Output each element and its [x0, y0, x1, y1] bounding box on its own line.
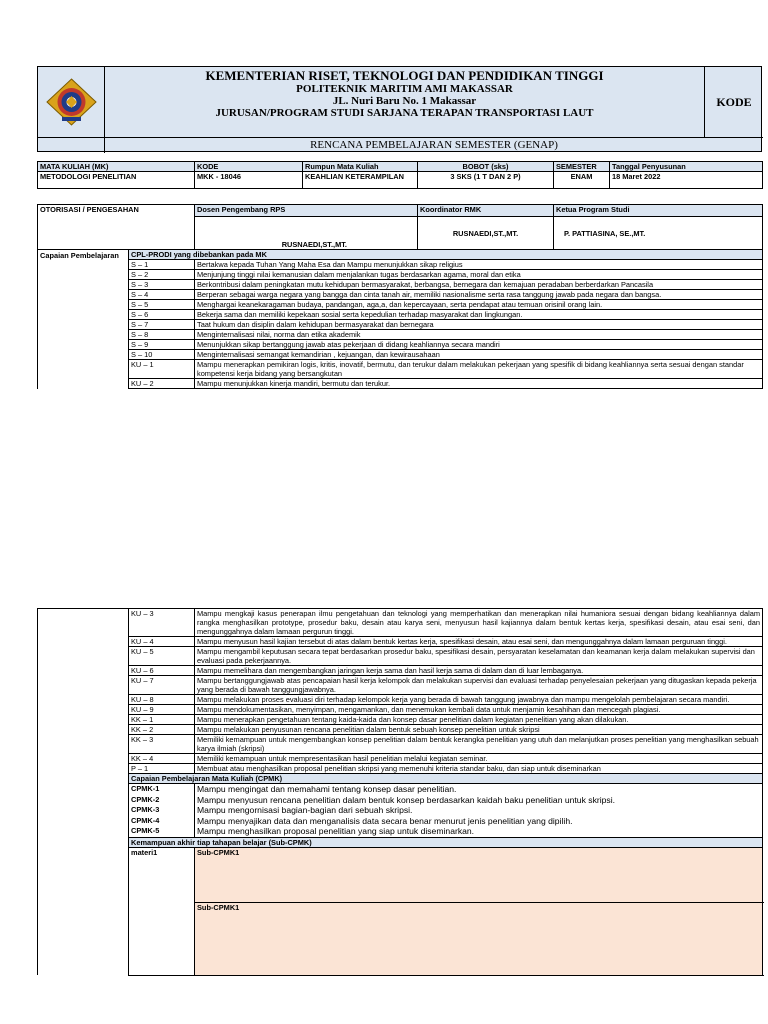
institution-logo-icon	[38, 67, 105, 137]
cpl-code: KK – 1	[129, 715, 195, 725]
materi-label: materi1	[129, 847, 195, 975]
cpl-code: KK – 3	[129, 735, 195, 754]
cpmk-text: Mampu menyusun rencana penelitian dalam bentuk konsep berdasarkan kaidah baku penelitian untuk skripsi.	[197, 794, 616, 805]
cpl-text: Memiliki kemampuan untuk mempresentasikan hasil penelitian melalui kegiatan seminar.	[195, 754, 763, 764]
department-name: JURUSAN/PROGRAM STUDI SARJANA TERAPAN TRANSPORTASI LAUT	[215, 107, 594, 119]
cpl-table-page2	[37, 608, 763, 976]
cpl-text: Memiliki kemampuan untuk mengembangkan konsep penelitian dalam bentuk kerangka penelitian yang utuh dan melanjutkan proses penelitian yang menghasilkan sebuah karya ilmiah (skripsi)	[195, 735, 763, 754]
course-header-tanggal: Tanggal Penyusunan	[610, 162, 763, 172]
cpl-code: S – 8	[129, 330, 195, 340]
cpl-table-page1	[37, 249, 763, 389]
cpl-code: S – 6	[129, 310, 195, 320]
cpl-text: Mampu mengambil keputusan secara tepat berdasarkan prosedur baku, spesifikasi desain, persyaratan keselamatan dan keamanan kerja dalam melakukan supervisi dan evaluasi pada pekerjaannya.	[195, 647, 763, 666]
cpmk-code: CPMK-5	[131, 826, 160, 835]
cpl-code: KU – 5	[129, 647, 195, 666]
authorization-name-koordinator: RUSNAEDI,ST.,MT.	[418, 217, 554, 250]
course-header-rumpun: Rumpun Mata Kuliah	[303, 162, 418, 172]
cpl-text: Mampu melakukan penyusunan rencana penelitian dalam bentuk sebuah konsep penelitian untuk skripsi	[195, 725, 763, 735]
cpl-text: Taat hukum dan disiplin dalam kehidupan bermasyarakat dan bernegara	[195, 320, 763, 330]
authorization-header-ketua: Ketua Program Studi	[554, 205, 763, 217]
course-header-semester: SEMESTER	[554, 162, 610, 172]
cpl-code: S – 3	[129, 280, 195, 290]
cpl-text: Menginternalisasi semangat kemandirian , kejuangan, dan kewirausahaan	[195, 350, 763, 360]
cpmk-text: Mampu mengingat dan memahami tentang konsep dasar penelitian.	[197, 784, 457, 794]
sub-cpmk-code: Sub-CPMK1	[195, 902, 763, 975]
cpl-code: KU – 1	[129, 360, 195, 379]
cpl-text: Mampu melakukan proses evaluasi diri terhadap kelompok kerja yang berada di bawah tanggung jawabnya dan mampu mengelolah pembelajaran secara mandiri.	[195, 695, 763, 705]
course-header-kode: KODE	[195, 162, 303, 172]
cpl-code: KU – 8	[129, 695, 195, 705]
cpmk-code: CPMK-2	[131, 794, 160, 804]
cpl-code: KU – 9	[129, 705, 195, 715]
cpl-text: Berperan sebagai warga negara yang bangga dan cinta tanah air, memiliki nasionalisme serta rasa tanggung jawab pada negara dan bangsa.	[195, 290, 763, 300]
cpl-text: Mampu mengkaji kasus penerapan ilmu pengetahuan dan teknologi yang memperhatikan dan menerapkan nilai humaniora sesuai dengan bidang keahliannya dalam rangka menghasilkan prototype, prosedur baku, desain atau karya seni, menyusun hasil kajiannya dalam bentuk kertas kerja, spesifikasi desain, atau esai seni, dan mengunggahnya dalam lamaan pergurun tinggi.	[195, 609, 763, 637]
cpl-text: Membuat atau menghasilkan proposal penelitian skripsi yang memenuhi kriteria standar baku, dan siap untuk diseminarkan	[195, 764, 763, 774]
cpl-code: KU – 2	[129, 379, 195, 389]
document-title: RENCANA PEMBELAJARAN SEMESTER (GENAP)	[310, 139, 558, 151]
cpl-code: S – 2	[129, 270, 195, 280]
cpl-code: S – 10	[129, 350, 195, 360]
cpl-text: Mampu menyusun hasil kajian tersebut di atas dalam bentuk kertas kerja, spesifikasi desain, atau esai seni, dan mengunggahnya dalam lamaan perguruan tinggi.	[195, 637, 763, 647]
cpmk-code: CPMK-1	[131, 784, 160, 793]
cpmk-texts	[195, 784, 763, 838]
ministry-name: KEMENTERIAN RISET, TEKNOLOGI DAN PENDIDIKAN TINGGI	[205, 68, 604, 83]
authorization-name-dosen: RUSNAEDI,ST.,MT.	[195, 217, 418, 250]
cpl-code: KU – 7	[129, 676, 195, 695]
cpmk-code: CPMK-3	[131, 805, 160, 814]
cpl-text: Mampu menunjukkan kinerja mandiri, bermutu dan terukur.	[195, 379, 763, 389]
cpmk-header: Capaian Pembelajaran Mata Kuliah (CPMK)	[129, 774, 763, 784]
authorization-header-koordinator: Koordinator RMK	[418, 205, 554, 217]
course-value-mk: METODOLOGI PENELITIAN	[38, 172, 195, 189]
cpl-code: KK – 4	[129, 754, 195, 764]
sub-cpmk-code: Sub-CPMK1	[195, 847, 763, 902]
cpmk-codes	[129, 784, 195, 838]
authorization-table	[37, 204, 763, 250]
cpl-header: CPL-PRODI yang dibebankan pada MK	[129, 250, 763, 260]
cpl-code: S – 9	[129, 340, 195, 350]
cpl-code: KK – 2	[129, 725, 195, 735]
cpmk-text: Mampu mengornisasi bagian-bagian dari sebuah skripsi.	[197, 805, 413, 815]
address: JL. Nuri Baru No. 1 Makassar	[332, 95, 477, 107]
cpl-code: KU – 6	[129, 666, 195, 676]
cpl-text: Menginternalisasi nilai, norma dan etika akademik	[195, 330, 763, 340]
authorization-name-ketua: P. PATTIASINA, SE.,MT.	[554, 217, 763, 250]
cpl-text: Bekerja sama dan memiliki kepekaan sosial serta kepedulian terhadap masyarakat dan lingkungan.	[195, 310, 763, 320]
course-info-table	[37, 161, 763, 189]
authorization-header-dosen: Dosen Pengembang RPS	[195, 205, 418, 217]
cpl-text: Menjunjung tinggi nilai kemanusian dalam menjalankan tugas berdasarkan agama, moral dan etika	[195, 270, 763, 280]
document-header	[37, 66, 762, 152]
cpmk-text: Mampu menghasilkan proposal penelitian yang siap untuk diseminarkan.	[197, 826, 475, 836]
cpl-code: S – 1	[129, 260, 195, 270]
cpl-code: S – 5	[129, 300, 195, 310]
cpl-code: S – 4	[129, 290, 195, 300]
course-value-rumpun: KEAHLIAN KETERAMPILAN	[303, 172, 418, 189]
course-value-bobot: 3 SKS (1 T DAN 2 P)	[418, 172, 554, 189]
course-header-mk: MATA KULIAH (MK)	[38, 162, 195, 172]
cpmk-text: Mampu menyajikan data dan menganalisis data secara benar menurut jenis penelitian yang dipilih.	[197, 815, 573, 826]
sub-cpmk-header: Kemampuan akhir tiap tahapan belajar (Sub-CPMK)	[129, 837, 763, 847]
course-value-semester: ENAM	[554, 172, 610, 189]
cpl-text: Mampu memelihara dan mengembangkan jaringan kerja sama dan hasil kerja sama di dalam dan di luar lembaganya.	[195, 666, 763, 676]
logo-cell	[38, 67, 105, 137]
polytechnic-name: POLITEKNIK MARITIM AMI MAKASSAR	[296, 83, 513, 95]
cpl-code: KU – 4	[129, 637, 195, 647]
cpl-text: Menunjukkan sikap bertanggung jawab atas pekerjaan di didang keahliannya secara mandiri	[195, 340, 763, 350]
kode-label: KODE	[716, 94, 752, 109]
cpl-text: Bertakwa kepada Tuhan Yang Maha Esa dan Mampu menunjukkan sikap religius	[195, 260, 763, 270]
cpl-text: Mampu menerapkan pemikiran logis, kritis, inovatif, bermutu, dan terukur dalam melakukan pekerjaan yang spesifik di bidang keahliannya serta sesuai dengan standar kompetensi kerja bidang yang bersangkutan	[195, 360, 763, 379]
course-value-kode: MKK - 18046	[195, 172, 303, 189]
cpl-code: P – 1	[129, 764, 195, 774]
institution-title	[105, 67, 705, 137]
cpl-text: Menghargai keanekaragaman budaya, pandangan, aga,a, dan kepercayaan, serta pendapat atau temuan orisinil orang lain.	[195, 300, 763, 310]
authorization-label: OTORISASI / PENGESAHAN	[38, 205, 195, 250]
cpl-text: Mampu menerapkan pengetahuan tentang kaida-kaida dan konsep dasar penelitian dalam kegiatan penelitian yang akan dilakukan.	[195, 715, 763, 725]
course-value-tanggal: 18 Maret 2022	[610, 172, 763, 189]
course-header-bobot: BOBOT (sks)	[418, 162, 554, 172]
cpl-code: S – 7	[129, 320, 195, 330]
cpl-text: Mampu bertanggungjawab atas pencapaian hasil kerja kelompok dan melakukan supervisi dan evaluasi terhadap penyelesaian pekerjaan yang ditugaskan kepada pekerja yang berada di bawah tanggungjawabnya.	[195, 676, 763, 695]
cpl-code: KU – 3	[129, 609, 195, 637]
document-title-row	[38, 137, 763, 153]
capaian-label: Capaian Pembelajaran	[38, 250, 129, 389]
cpmk-code: CPMK-4	[131, 815, 160, 825]
cpl-text: Berkontribusi dalam peningkatan mutu kehidupan bermasyarakat, berbangsa, bernegara dan kemajuan peradaban berberdarkan Pancasila	[195, 280, 763, 290]
cpl-text: Mampu mendokumentasikan, menyimpan, mengamankan, dan menemukan kembali data untuk menjamin kesahihan dan mencegah plagiasi.	[195, 705, 763, 715]
